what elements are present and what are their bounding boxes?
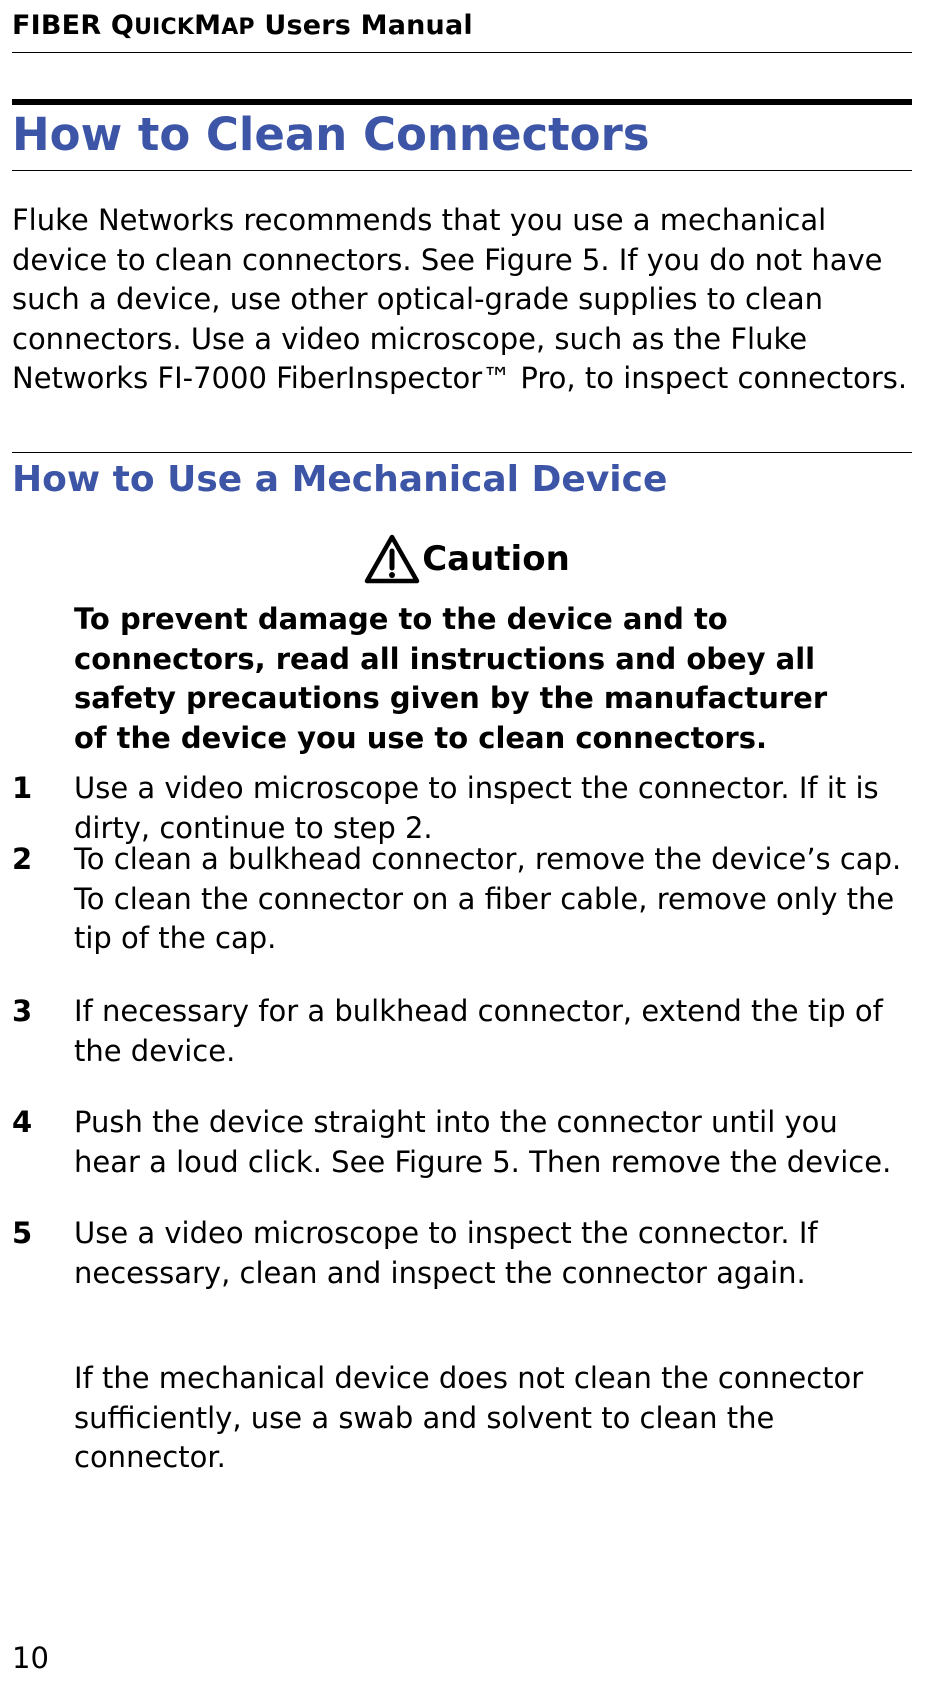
- subsection-rule: [12, 452, 912, 453]
- heading-rule: [12, 99, 912, 105]
- subsection-title: How to Use a Mechanical Device: [12, 459, 668, 500]
- step-number: 3: [12, 994, 33, 1028]
- note-paragraph: If the mechanical device does not clean the connector sufficiently, use a swab and solvent to clean the connector.: [74, 1361, 864, 1474]
- caution-heading: [12, 534, 912, 588]
- running-head-title: FIBER QUICKMAP Users Manual: [12, 10, 473, 41]
- intro-paragraph: Fluke Networks recommends that you use a mechanical device to clean connectors. See Figure 5. If you do not have such a device, use other optical-grade supplies to clean connectors. Use a video microscope, such as the Fluke Networks FI-7000 FiberInspector™ Pro, to inspect connectors.: [12, 203, 908, 395]
- step-text: Use a video microscope to inspect the connector. If necessary, clean and inspect the connector again.: [74, 1216, 818, 1290]
- step-text: Use a video microscope to inspect the connector. If it is dirty, continue to step 2.: [74, 771, 879, 845]
- step-text: Push the device straight into the connector until you hear a loud click. See Figure 5. Then remove the device.: [74, 1105, 892, 1179]
- running-head: [12, 8, 912, 53]
- warning-triangle-icon: [364, 534, 420, 584]
- step-text: If necessary for a bulkhead connector, extend the tip of the device.: [74, 994, 883, 1068]
- section-title: How to Clean Connectors: [12, 106, 912, 171]
- step-5: [12, 1214, 912, 1294]
- step-4: [12, 1103, 912, 1214]
- step-text: To clean a bulkhead connector, remove the device’s cap. To clean the connector on a fiber cable, remove only the tip of the cap.: [74, 842, 902, 955]
- step-2: [12, 840, 912, 992]
- step-number: 2: [12, 842, 33, 876]
- step-3: [12, 992, 912, 1103]
- step-number: 1: [12, 771, 33, 805]
- page-number: 10: [12, 1641, 49, 1675]
- step-number: 5: [12, 1216, 33, 1250]
- step-number: 4: [12, 1105, 33, 1139]
- step-1: [12, 769, 912, 845]
- step-list: [12, 769, 912, 1294]
- caution-text: To prevent damage to the device and to connectors, read all instructions and obey all safety precautions given by the manufacturer of the device you use to clean connectors.: [74, 602, 828, 755]
- caution-label: Caution: [422, 539, 570, 579]
